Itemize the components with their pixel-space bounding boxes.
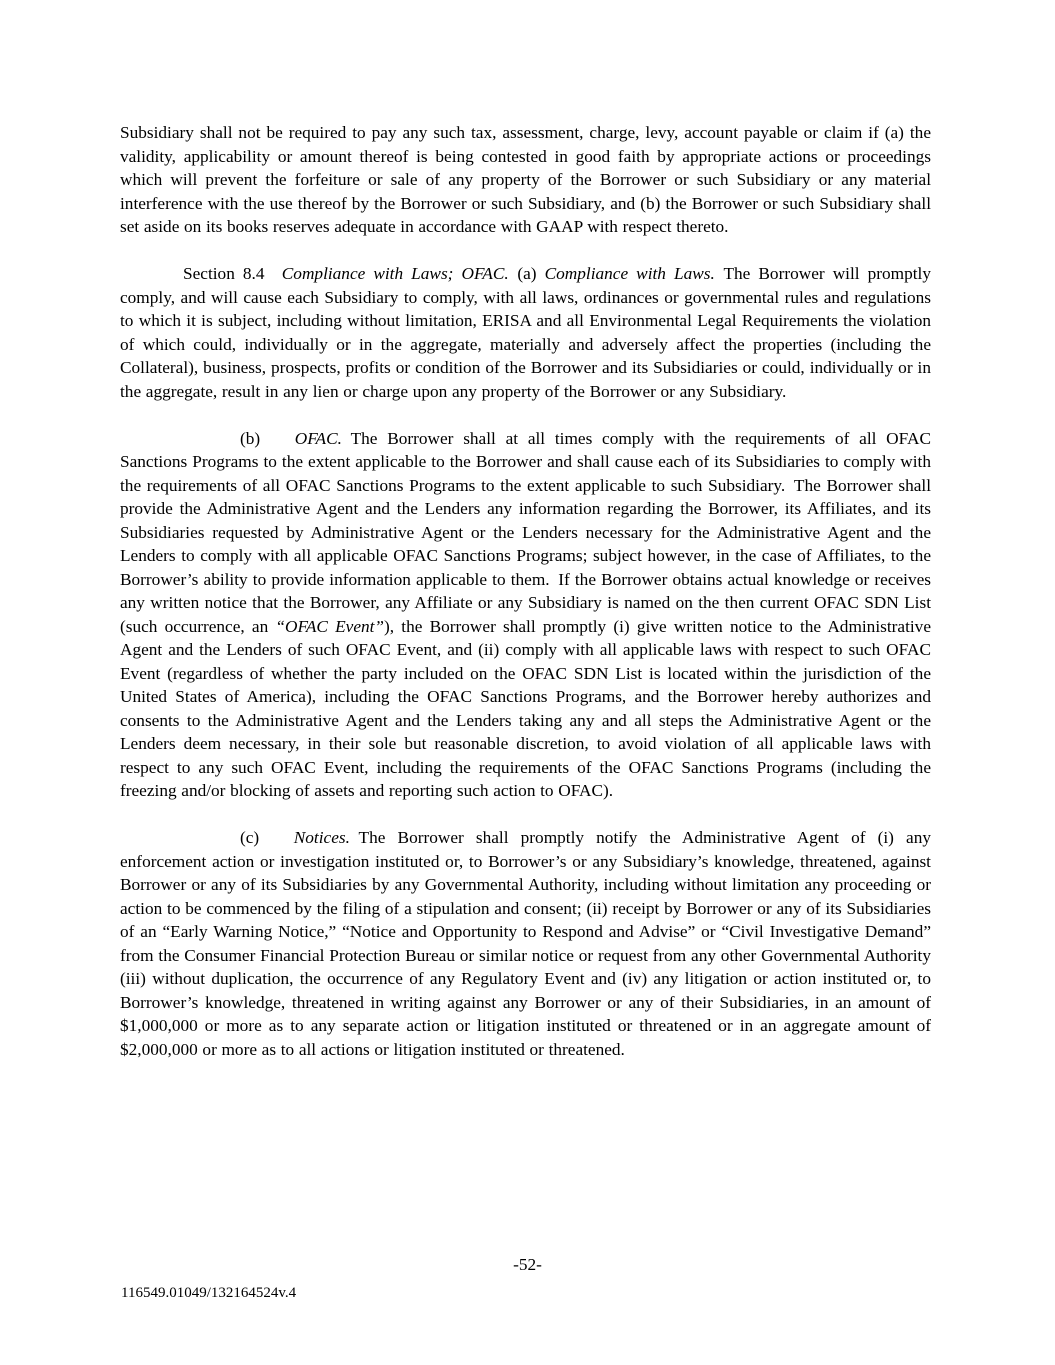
text-run: (a) — [508, 264, 545, 283]
italic-text-run: Notices. — [293, 828, 350, 847]
page-number: -52- — [513, 1255, 542, 1274]
italic-text-run: OFAC. — [294, 428, 342, 448]
italic-text-run: “OFAC Event” — [275, 616, 385, 636]
text-run — [260, 429, 295, 448]
text-run: The Borrower shall promptly notify the Administrative Agent of (i) any enforcement action or investigation instituted or, to Borrower’s or any Subsidiary’s knowledge, threatened, against Borrower or any of its Subsidiaries by any Governmental Authority, including without limitation any proceeding or action to be commenced by the filing of a stipulation and consent; (ii) receipt by Borrower or any of its Subsidiaries of an “Early Warning Notice,” “Notice and Opportunity to Respond and Advise” or “Civil Investigative Demand” from the Consumer Financial Protection Bureau or similar notice or request from any other Governmental Authority (iii) without duplication, the occurrence of any Regulatory Event and (iv) any litigation or action instituted or, to Borrower’s knowledge, threatened in writing against any Borrower or any of their Subsidiaries, in an amount of $1,000,000 or more as to any separate action or litigation instituted or threatened or in an aggregate amount of $2,000,000 or more as to all actions or litigation instituted or threatened. — [120, 828, 931, 1059]
text-run: (b) — [240, 428, 261, 448]
text-run: (c) — [240, 828, 260, 847]
tax-payment-exception-paragraph — [120, 121, 931, 239]
subsection-b-ofac — [120, 427, 931, 803]
italic-text-run: Compliance with Laws. — [544, 264, 715, 283]
text-run: Subsidiary shall not be required to pay any such tax, assessment, charge, levy, account payable or claim if (a) the validity, applicability or amount thereof is being contested in good faith by appropriate actions or proceedings which will prevent the forfeiture or sale of any property of the Borrower or such Subsidiary or any material interference with the use thereof by the Borrower or such Subsidiary, and (b) the Borrower or such Subsidiary shall set aside on its books reserves adequate in accordance with GAAP with respect thereto. — [120, 123, 931, 236]
text-run: Section 8.4 — [183, 264, 265, 283]
document-body — [120, 121, 931, 1061]
subsection-c-notices — [120, 826, 931, 1061]
text-run — [265, 264, 282, 283]
italic-text-run: Compliance with Laws; OFAC. — [281, 264, 509, 283]
text-run — [259, 828, 294, 847]
section-8-4-compliance-with-laws — [120, 262, 931, 403]
text-run: The Borrower will promptly comply, and will cause each Subsidiary to comply, with all laws, ordinances or governmental rules and regulations to which it is subject, including without limitation, ERISA and all Environmental Legal Requirements the violation of which could, individually or in the aggregate, materially and adversely affect the properties (including the Collateral), business, prospects, profits or condition of the Borrower and its Subsidiaries or could, individually or in the aggregate, result in any lien or charge upon any property of the Borrower or any Subsidiary. — [120, 264, 931, 401]
text-run: The Borrower shall at all times comply with the requirements of all OFAC Sanctions Programs to the extent applicable to the Borrower and shall cause each of its Subsidiaries to comply with the requirements of all OFAC Sanctions Programs to the extent applicable to such Subsidiary. The Borrower shall provide the Administrative Agent and the Lenders any information regarding the Borrower, its Affiliates, and its Subsidiaries requested by Administrative Agent or the Lenders necessary for the Administrative Agent and the Lenders to comply with all applicable OFAC Sanctions Programs; subject however, in the case of Affiliates, to the Borrower’s ability to provide information applicable to them. If the Borrower obtains actual knowledge or receives any written notice that the Borrower, any Affiliate or any Subsidiary is named on the then current OFAC SDN List (such occurrence, an — [120, 428, 931, 636]
text-run: ), the Borrower shall promptly (i) give written notice to the Administrative Agent and the Lenders of such OFAC Event, and (ii) comply with all applicable laws with respect to such OFAC Event (regardless of whether the party included on the OFAC SDN List is located within the jurisdiction of the United States of America), including the OFAC Sanctions Programs, and the Borrower hereby authorizes and consents to the Administrative Agent and the Lenders taking any and all steps the Administrative Agent or the Lenders deem necessary, in their sole but reasonable discretion, to avoid violation of all applicable laws with respect to any such OFAC Event, including the requirements of the OFAC Sanctions Programs (including the freezing and/or blocking of assets and reporting such action to OFAC). — [120, 616, 931, 800]
document-control-number: 116549.01049/132164524v.4 — [121, 1285, 297, 1301]
